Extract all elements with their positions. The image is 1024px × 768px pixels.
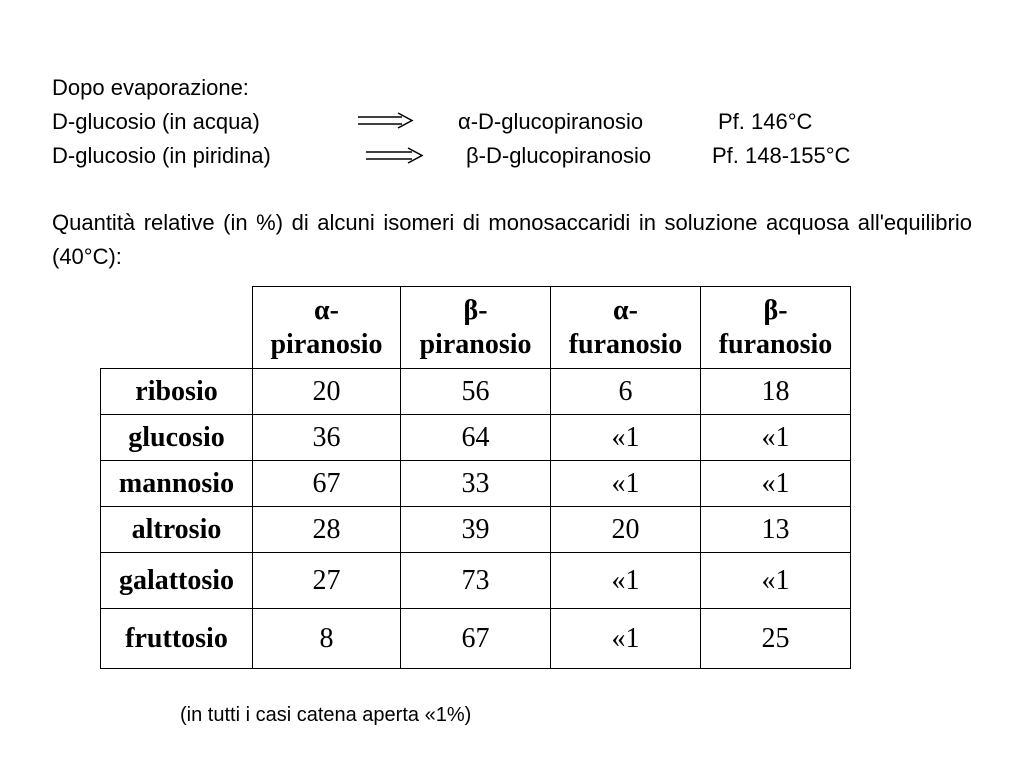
table-cell: 56 [401, 369, 551, 415]
table-row [101, 609, 851, 669]
table-cell: «1 [551, 461, 701, 507]
table-cell: 67 [253, 461, 401, 507]
row-label: fruttosio [101, 609, 253, 669]
product-label: α-D-glucopiranosio [458, 109, 644, 134]
footnote: (in tutti i casi catena aperta «1%) [180, 704, 472, 726]
header-ring: piranosio [270, 328, 383, 360]
header-anomer: β- [763, 294, 788, 326]
column-header [701, 287, 851, 369]
table-cell: «1 [701, 461, 851, 507]
table-cell: 18 [701, 369, 851, 415]
table-cell: 73 [401, 553, 551, 609]
table-cell: 8 [253, 609, 401, 669]
table-cell: «1 [551, 415, 701, 461]
isomer-table [100, 286, 851, 669]
row-label: altrosio [101, 507, 253, 553]
table-cell: 36 [253, 415, 401, 461]
table-header-row [101, 287, 851, 369]
header-ring: furanosio [718, 328, 833, 360]
double-arrow-icon [366, 147, 424, 165]
table-cell: «1 [701, 553, 851, 609]
table-row [101, 507, 851, 553]
table-cell: «1 [701, 415, 851, 461]
intro-heading: Dopo evaporazione: [52, 75, 249, 100]
reactant-label: D-glucosio (in piridina) [52, 143, 271, 168]
table-cell: «1 [551, 609, 701, 669]
header-anomer: α- [613, 294, 638, 326]
table-cell: «1 [551, 553, 701, 609]
table-cell: 64 [401, 415, 551, 461]
header-anomer: α- [314, 294, 339, 326]
product-label: β-D-glucopiranosio [466, 143, 652, 168]
header-ring: piranosio [419, 328, 532, 360]
table-row [101, 461, 851, 507]
table-row [101, 553, 851, 609]
header-ring: furanosio [568, 328, 683, 360]
row-label: galattosio [101, 553, 253, 609]
melting-point: Pf. 146°C [718, 109, 813, 134]
table-cell: 13 [701, 507, 851, 553]
row-label: glucosio [101, 415, 253, 461]
table-row [101, 369, 851, 415]
empty-corner-cell [101, 287, 253, 369]
reactant-label: D-glucosio (in acqua) [52, 109, 260, 134]
column-header [401, 287, 551, 369]
table-cell: 6 [551, 369, 701, 415]
intro-paragraph: Quantità relative (in %) di alcuni isomeri di monosaccaridi in soluzione acquosa all'equilibrio (40°C): [52, 210, 972, 269]
table-cell: 25 [701, 609, 851, 669]
row-label: ribosio [101, 369, 253, 415]
table-cell: 67 [401, 609, 551, 669]
melting-point: Pf. 148-155°C [712, 143, 851, 168]
table-cell: 27 [253, 553, 401, 609]
double-arrow-icon [358, 112, 414, 130]
column-header [551, 287, 701, 369]
table-cell: 39 [401, 507, 551, 553]
column-header [253, 287, 401, 369]
table-cell: 20 [253, 369, 401, 415]
header-anomer: β- [463, 294, 488, 326]
table-cell: 20 [551, 507, 701, 553]
table-row [101, 415, 851, 461]
table-cell: 28 [253, 507, 401, 553]
row-label: mannosio [101, 461, 253, 507]
table-cell: 33 [401, 461, 551, 507]
